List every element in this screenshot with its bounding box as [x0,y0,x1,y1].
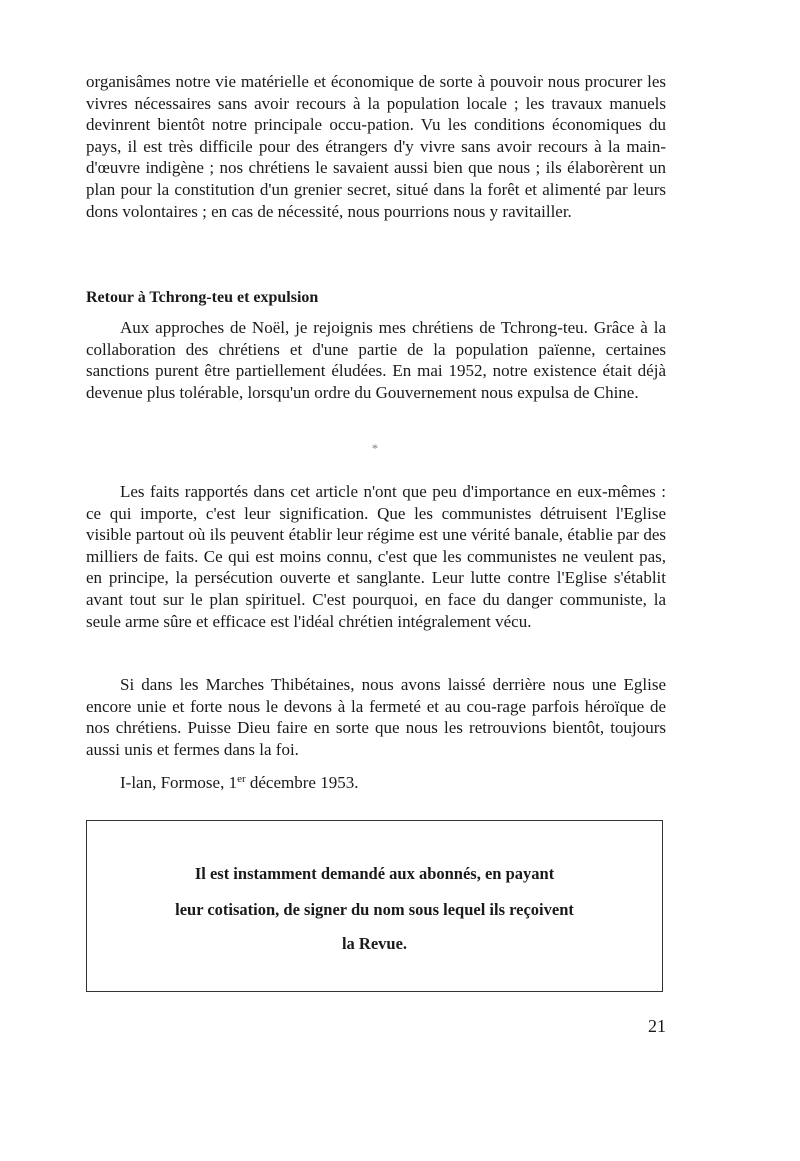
paragraph-significance: Les faits rapportés dans cet article n'ont que peu d'importance en eux-mêmes : ce qui importe, c'est leur signification. Que les communistes détruisent l'Eglise visible partout où ils peuvent établir leur régime est une vérité banale, établie par des milliers de faits. Ce qui est moins connu, c'est que les communistes ne veulent pas, en principe, la persécution ouverte et sanglante. Leur lutte contre l'Eglise s'établit avant tout sur le plan spirituel. C'est pourquoi, en face du danger communiste, la seule arme sûre et efficace est l'idéal chrétien intégralement vécu. [86,482,666,631]
section-separator: * [372,441,378,455]
notice-line-2: leur cotisation, de signer du nom sous lequel ils reçoivent [175,900,574,919]
page-number: 21 [648,1016,666,1036]
dateline-prefix: I-lan, Formose, 1 [120,773,238,792]
dateline [86,772,666,794]
dateline-ordinal: er [237,773,246,785]
paragraph-economic-life: organisâmes notre vie matérielle et économique de sorte à pouvoir nous procurer les vivres nécessaires sans avoir recours à la population locale ; les travaux manuels devinrent bientôt notre principale occu-pation. Vu les conditions économiques du pays, il est très difficile pour des étrangers d'y vivre sans avoir recours à la main-d'œuvre indigène ; nos chrétiens le savaient aussi bien que nous ; ils élaborèrent un plan pour la constitution d'un grenier secret, situé dans la forêt et alimenté par leurs dons volontaires ; en cas de nécessité, nous pourrions nous y ravitailler. [86,72,666,221]
subscriber-notice-box [86,820,663,992]
notice-line-1: Il est instamment demandé aux abonnés, en payant [194,864,555,883]
dateline-suffix: décembre 1953. [245,773,359,792]
paragraph-return-expulsion: Aux approches de Noël, je rejoignis mes chrétiens de Tchrong-teu. Grâce à la collaboration des chrétiens et d'une partie de la population païenne, certaines sanctions purent être partiellement éludées. En mai 1952, notre existence était déjà devenue plus tolérable, lorsqu'un ordre du Gouvernement nous expulsa de Chine. [86,318,666,402]
paragraph-conclusion: Si dans les Marches Thibétaines, nous avons laissé derrière nous une Eglise encore unie et forte nous le devons à la fermeté et au cou-rage parfois héroïque de nos chrétiens. Puisse Dieu faire en sorte que nous les retrouvions bientôt, toujours aussi unis et fermes dans la foi. [86,675,666,759]
section-heading: Retour à Tchrong-teu et expulsion [86,289,319,306]
notice-line-3: la Revue. [341,934,408,953]
